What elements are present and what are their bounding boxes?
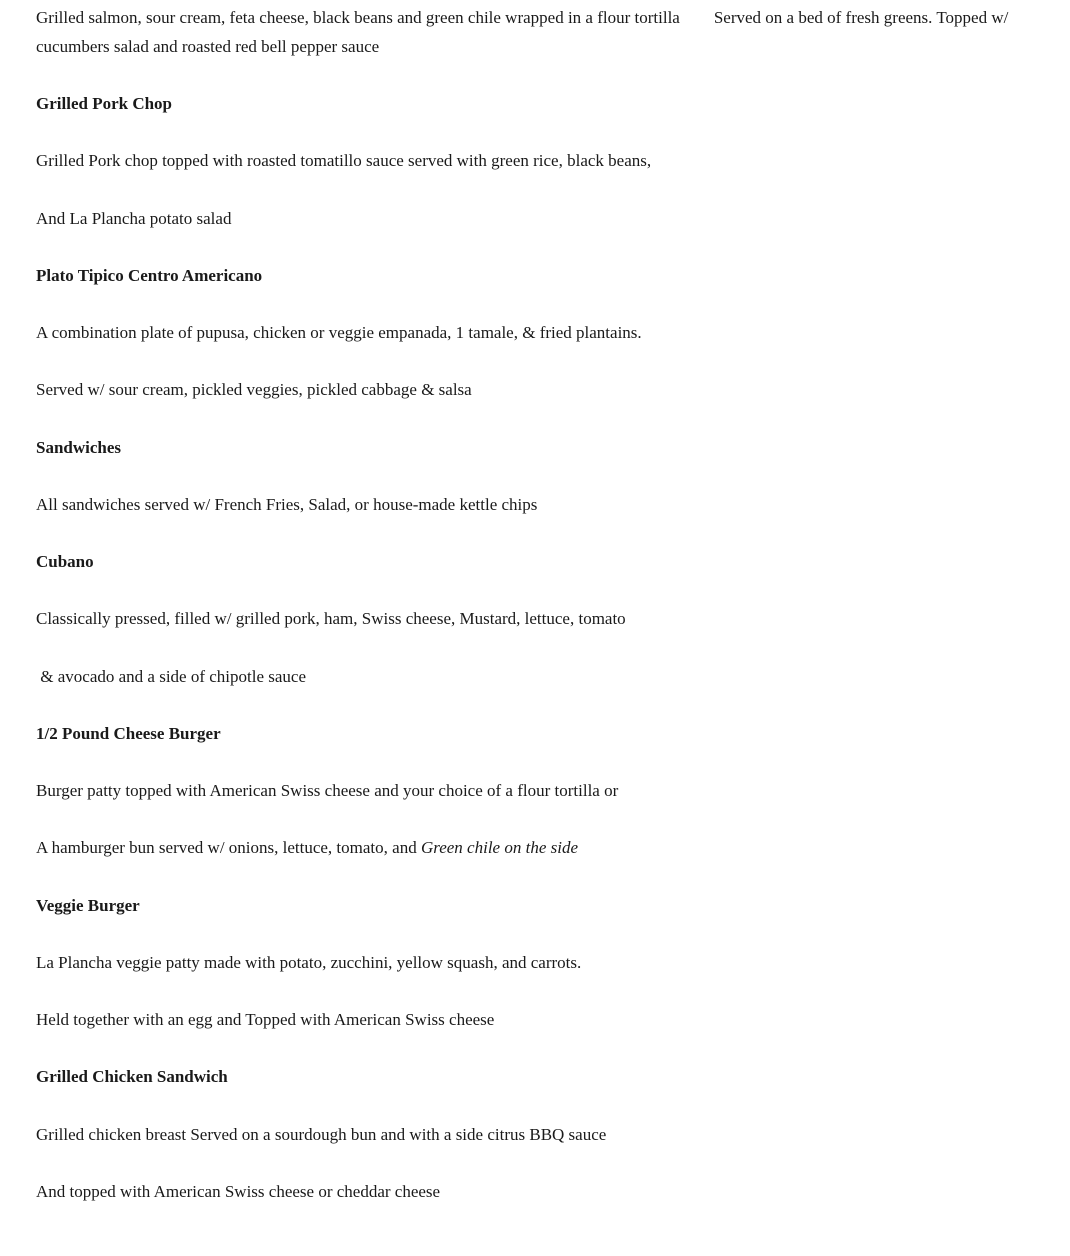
item-description-line: Classically pressed, filled w/ grilled pork, ham, Swiss cheese, Mustard, lettuce, tomato: [36, 609, 626, 628]
intro-text-line-2: cucumbers salad and roasted red bell pepper sauce: [36, 37, 380, 56]
intro-text-line-1: Grilled salmon, sour cream, feta cheese, black beans and green chile wrapped in a flour tortilla Served on a bed of fresh greens. Topped w/: [36, 8, 1009, 27]
item-description-line: La Plancha veggie patty made with potato, zucchini, yellow squash, and carrots.: [36, 953, 582, 972]
section-title-sandwiches: Sandwiches: [36, 438, 122, 457]
section-description-line: All sandwiches served w/ French Fries, Salad, or house-made kettle chips: [36, 495, 538, 514]
item-title-plato-tipico: Plato Tipico Centro Americano: [36, 266, 263, 285]
item-description-line: Grilled chicken breast Served on a sourdough bun and with a side citrus BBQ sauce: [36, 1125, 607, 1144]
item-title-veggie-burger: Veggie Burger: [36, 896, 140, 915]
item-description-line: And topped with American Swiss cheese or cheddar cheese: [36, 1182, 441, 1201]
item-description-line: & avocado and a side of chipotle sauce: [36, 667, 307, 686]
item-description-italic-text: Green chile on the side: [420, 838, 578, 857]
item-title-cubano: Cubano: [36, 552, 94, 571]
item-title-grilled-pork-chop: Grilled Pork Chop: [36, 94, 173, 113]
item-description-line: Grilled Pork chop topped with roasted tomatillo sauce served with green rice, black beans,: [36, 151, 652, 170]
item-description-line: Burger patty topped with American Swiss cheese and your choice of a flour tortilla or: [36, 781, 619, 800]
item-description-text: A hamburger bun served w/ onions, lettuce, tomato, and: [36, 838, 421, 857]
item-description-line: [36, 837, 578, 859]
item-title-cheese-burger: 1/2 Pound Cheese Burger: [36, 724, 221, 743]
item-description-line: Served w/ sour cream, pickled veggies, pickled cabbage & salsa: [36, 380, 472, 399]
item-description-line: And La Plancha potato salad: [36, 209, 232, 228]
item-description-line: A combination plate of pupusa, chicken or veggie empanada, 1 tamale, & fried plantains.: [36, 323, 642, 342]
item-description-line: Held together with an egg and Topped with American Swiss cheese: [36, 1010, 495, 1029]
item-title-grilled-chicken-sandwich: Grilled Chicken Sandwich: [36, 1067, 228, 1086]
